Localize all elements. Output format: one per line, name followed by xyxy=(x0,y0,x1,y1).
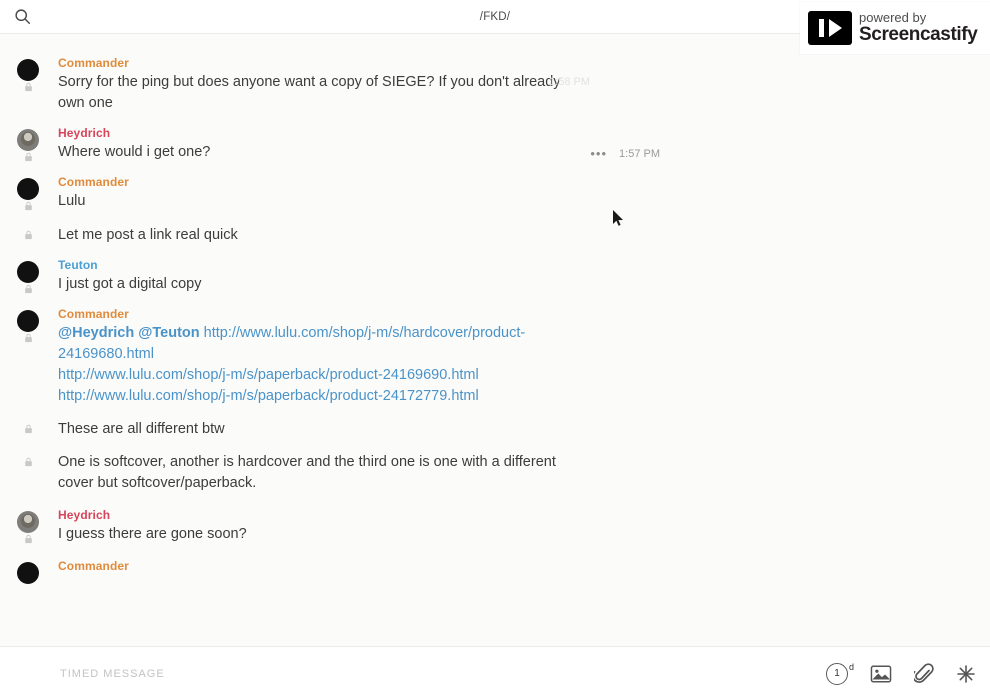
message-body xyxy=(58,126,972,165)
avatar[interactable] xyxy=(17,562,39,584)
message-gutter xyxy=(14,418,58,442)
lock-icon xyxy=(24,333,33,342)
message-body xyxy=(58,559,972,584)
lock-icon xyxy=(24,82,33,91)
lock-icon xyxy=(24,534,33,543)
message-body xyxy=(58,175,972,214)
avatar[interactable] xyxy=(17,129,39,151)
product-link-2[interactable]: http://www.lulu.com/shop/j-m/s/paperback/product-24169690.html xyxy=(58,367,479,383)
message-group xyxy=(0,126,990,165)
channel-title: /FKD/ xyxy=(479,10,511,23)
message-author[interactable]: Heydrich xyxy=(58,126,111,140)
message-gutter xyxy=(14,224,58,248)
sparkle-icon[interactable] xyxy=(956,664,976,684)
message-group xyxy=(0,508,990,547)
message-text: These are all different btw xyxy=(58,421,225,437)
message-gutter xyxy=(14,258,58,297)
message-gutter xyxy=(14,56,58,116)
message-text: Lulu xyxy=(58,193,86,209)
timed-message-input[interactable]: TIMED MESSAGE xyxy=(60,667,165,680)
message-body xyxy=(58,224,972,248)
timer-button[interactable] xyxy=(826,661,854,685)
top-bar xyxy=(0,0,990,45)
lock-icon xyxy=(24,457,33,466)
message-gutter xyxy=(14,307,58,409)
message-text: I guess there are gone soon? xyxy=(58,526,247,542)
mention-teuton[interactable]: @Teuton xyxy=(138,325,200,341)
screencastify-brand: Screencastify xyxy=(859,23,978,45)
message-timestamp: 1:57 PM xyxy=(619,147,660,160)
lock-icon xyxy=(24,230,33,239)
message-gutter xyxy=(14,126,58,165)
message-body xyxy=(58,451,972,496)
message-gutter xyxy=(14,175,58,214)
message-author[interactable]: Teuton xyxy=(58,258,98,272)
message-hover-meta xyxy=(590,146,660,161)
lock-icon xyxy=(24,284,33,293)
message-author[interactable]: Commander xyxy=(58,175,129,189)
message-author[interactable]: Heydrich xyxy=(58,508,111,522)
message-list[interactable] xyxy=(0,34,990,646)
avatar[interactable] xyxy=(17,59,39,81)
message-body xyxy=(58,56,972,116)
lock-icon xyxy=(24,424,33,433)
message-body xyxy=(58,307,972,409)
message-composer[interactable] xyxy=(0,646,990,700)
message-continuation xyxy=(0,451,990,496)
avatar[interactable] xyxy=(17,261,39,283)
message-author[interactable]: Commander xyxy=(58,56,129,70)
ghost-timestamp: 1:58 PM xyxy=(549,76,590,88)
message-continuation xyxy=(0,418,990,442)
message-body xyxy=(58,508,972,547)
avatar[interactable] xyxy=(17,511,39,533)
powered-by-label: powered by xyxy=(859,10,927,26)
message-text: One is softcover, another is hardcover and the third one is one with a different cover but softcover/paperback. xyxy=(58,454,556,491)
avatar[interactable] xyxy=(17,178,39,200)
message-group xyxy=(0,56,990,116)
message-body xyxy=(58,258,972,297)
message-gutter xyxy=(14,508,58,547)
composer-actions xyxy=(826,663,976,685)
message-group xyxy=(0,258,990,297)
message-text: Where would i get one? xyxy=(58,144,211,160)
avatar[interactable] xyxy=(17,310,39,332)
more-options-icon[interactable]: ••• xyxy=(590,146,608,161)
message-author[interactable]: Commander xyxy=(58,307,129,321)
screencastify-logo-icon xyxy=(808,11,852,45)
timer-value: 1 xyxy=(834,668,840,679)
message-continuation xyxy=(0,224,990,248)
lock-icon xyxy=(24,152,33,161)
message-group xyxy=(0,559,990,584)
message-gutter xyxy=(14,559,58,584)
product-link-3[interactable]: http://www.lulu.com/shop/j-m/s/paperback/product-24172779.html xyxy=(58,388,479,404)
image-icon[interactable] xyxy=(870,664,892,684)
search-icon[interactable] xyxy=(0,0,44,34)
message-text: Sorry for the ping but does anyone want a copy of SIEGE? If you don't already own one xyxy=(58,74,561,111)
message-text: I just got a digital copy xyxy=(58,276,202,292)
message-group xyxy=(0,175,990,214)
message-text-links xyxy=(58,322,588,409)
message-author[interactable]: Commander xyxy=(58,559,129,573)
message-text: Let me post a link real quick xyxy=(58,227,238,243)
lock-icon xyxy=(24,201,33,210)
paperclip-icon[interactable] xyxy=(914,663,934,685)
message-group xyxy=(0,307,990,409)
screencastify-watermark xyxy=(800,2,990,54)
timer-unit: d xyxy=(848,661,854,672)
message-body xyxy=(58,418,972,442)
mention-heydrich[interactable]: @Heydrich xyxy=(58,325,135,341)
message-gutter xyxy=(14,451,58,496)
product-link-1[interactable]: http://www.lulu.com/shop/j-m/s/hardcover/product-24169680.html xyxy=(58,325,526,362)
